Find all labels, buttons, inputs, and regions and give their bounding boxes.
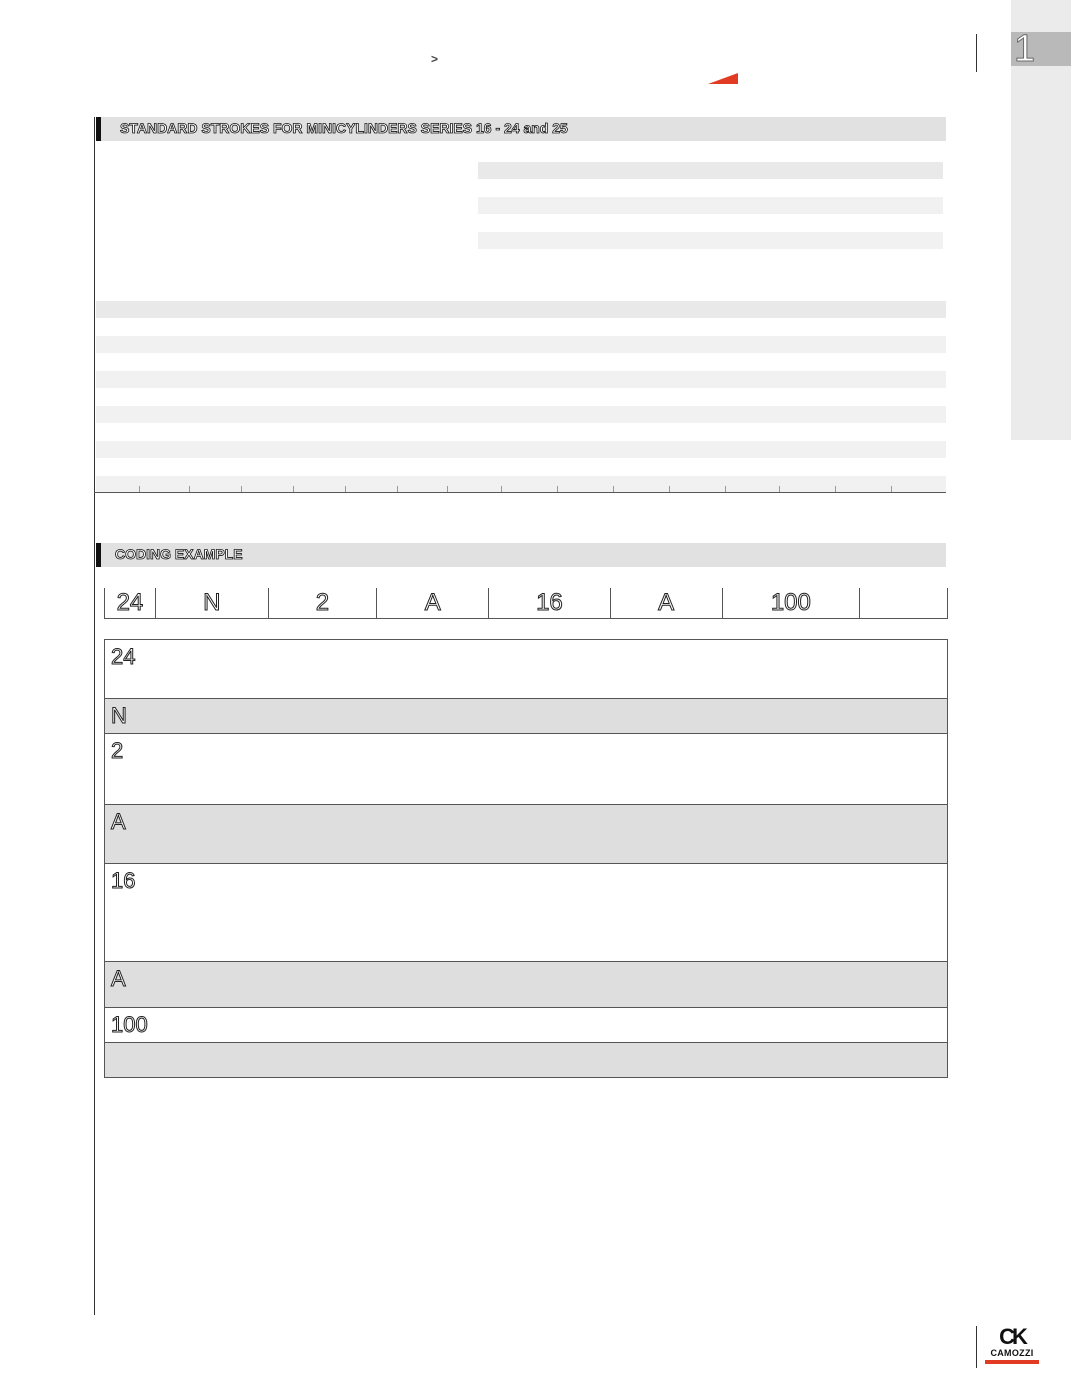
explanation-row-series (105, 640, 947, 699)
camozzi-logo-bar (985, 1360, 1039, 1364)
strokes-section-marker (96, 117, 101, 141)
explanation-code: 24 (111, 644, 136, 669)
strokes-table-row (96, 476, 946, 493)
strokes-section-title: STANDARD STROKES FOR MINICYLINDERS SERIES 16 - 24 and 25 (120, 120, 568, 136)
brand-accent-triangle (708, 73, 738, 84)
explanation-row-stroke (105, 1008, 947, 1043)
explanation-code: 16 (111, 868, 136, 893)
camozzi-logo (985, 1326, 1039, 1370)
breadcrumb-separator: > (431, 52, 439, 66)
strokes-subtable-row (478, 197, 943, 214)
column-tick (447, 486, 448, 492)
explanation-row-variant (105, 805, 947, 864)
coding-explanation-table (104, 639, 948, 1078)
explanation-row-option (105, 1043, 947, 1077)
chapter-number: 1 (1014, 28, 1036, 70)
strokes-subtable-header (478, 162, 943, 179)
code-cell-construction: N (156, 588, 269, 618)
code-cell-stroke: 100 (723, 588, 861, 618)
explanation-row-construction (105, 699, 947, 734)
explanation-code: A (111, 809, 126, 834)
code-cell-version: A (611, 588, 723, 618)
explanation-code: N (111, 703, 127, 728)
explanation-row-bore (105, 864, 947, 962)
camozzi-logo-text: CAMOZZI (990, 1348, 1034, 1358)
explanation-row-operation (105, 734, 947, 805)
strokes-table-row (96, 406, 946, 423)
strokes-table-row (96, 371, 946, 388)
code-cell-bore: 16 (489, 588, 611, 618)
strokes-subtable-row (478, 232, 943, 249)
column-tick (779, 486, 780, 492)
column-tick (669, 486, 670, 492)
column-tick (397, 486, 398, 492)
coding-section-marker (96, 543, 101, 567)
strokes-table-bottom-rule (94, 492, 946, 493)
explanation-row-version (105, 962, 947, 1008)
strokes-table-row (96, 336, 946, 353)
explanation-code: 100 (111, 1012, 148, 1037)
column-tick (613, 486, 614, 492)
header-divider (976, 34, 977, 72)
column-tick (293, 486, 294, 492)
explanation-code: A (111, 966, 126, 991)
column-tick (891, 486, 892, 492)
code-cell-option (860, 588, 947, 618)
camozzi-logo-mark: CK (999, 1324, 1025, 1349)
column-tick (139, 486, 140, 492)
footer-divider (976, 1326, 977, 1368)
strokes-table-row (96, 441, 946, 458)
column-tick (189, 486, 190, 492)
column-tick (501, 486, 502, 492)
column-tick (345, 486, 346, 492)
code-cell-operation: 2 (269, 588, 378, 618)
code-strip (104, 588, 948, 619)
explanation-code: 2 (111, 738, 124, 763)
column-tick (725, 486, 726, 492)
code-cell-series: 24 (105, 588, 156, 618)
column-tick (557, 486, 558, 492)
column-tick (241, 486, 242, 492)
left-margin-rule (94, 117, 95, 1315)
coding-section-title: CODING EXAMPLE (115, 546, 243, 562)
column-tick (835, 486, 836, 492)
strokes-table-header (96, 301, 946, 318)
code-cell-variant: A (377, 588, 489, 618)
